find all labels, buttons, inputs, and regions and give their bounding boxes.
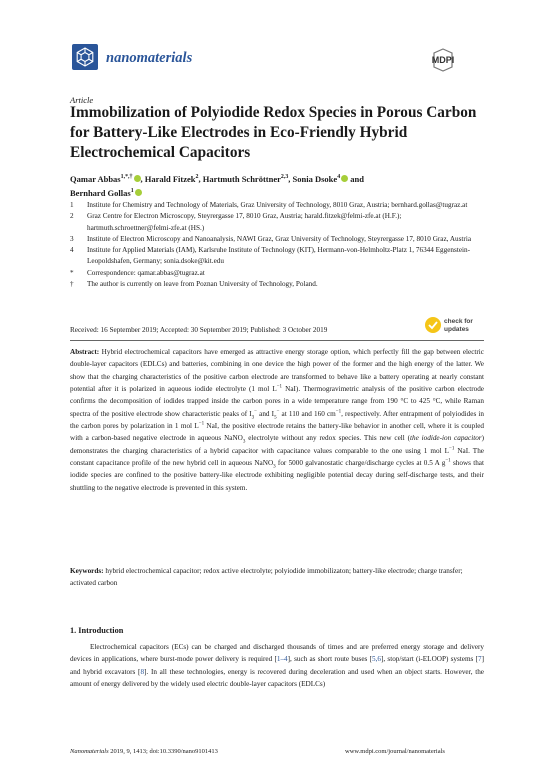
affiliation-item: † The author is currently on leave from Poznan University of Technology, Poland.: [70, 280, 318, 289]
reference-link[interactable]: 8: [140, 667, 145, 676]
author-name: Harald Fitzek: [144, 174, 196, 184]
publication-dates: Received: 16 September 2019; Accepted: 30 September 2019; Published: 3 October 2019: [70, 326, 328, 334]
footer-citation: Nanomaterials 2019, 9, 1413; doi:10.3390/nano9101413: [70, 748, 218, 755]
author-list: Qamar Abbas$^{1,*,\dagger}$ , Harald Fitzek$^2$, Hartmuth Schröttner$^{2,3}$, Sonia Dsoke$^4$ and Bernhard Gollas$^1$: [70, 174, 364, 198]
author-name: Sonia Dsoke: [292, 174, 338, 184]
author-name: Hartmuth Schröttner: [202, 174, 281, 184]
footer-url[interactable]: www.mdpi.com/journal/nanomaterials: [345, 748, 445, 755]
orcid-icon[interactable]: [135, 189, 142, 196]
affiliation-item: 2 Graz Centre for Electron Microscopy, Steyrergasse 17, 8010 Graz, Austria; harald.fitzek@felmi-zfe.at (H.F.); hartmuth.schroettner@felmi-zfe.at (HS.): [70, 212, 402, 232]
affiliation-list: [70, 200, 480, 290]
section-heading-introduction: 1. Introduction: [70, 626, 124, 635]
check-for-updates-button[interactable]: [424, 312, 484, 338]
abstract-label: Abstract:: [70, 348, 100, 356]
mdpi-logo-icon[interactable]: [430, 48, 474, 72]
article-type: Article: [70, 95, 94, 105]
check-for-label: check for: [444, 318, 473, 325]
journal-name[interactable]: nanomaterials: [106, 50, 193, 66]
affiliation-item: * Correspondence: qamar.abbas@tugraz.at: [70, 268, 205, 277]
orcid-icon[interactable]: [134, 175, 141, 182]
keywords: [70, 565, 484, 590]
reference-link[interactable]: 5,6: [371, 655, 381, 664]
divider: [70, 340, 484, 341]
keywords-label: Keywords:: [70, 567, 104, 575]
abstract: Abstract: Hybrid electrochemical capacitors have emerged as attractive energy storage option, which perfectly fill the gap between electric double-layer capacitors (EDLCs) and batteries, combining in one device the high power of the former and the high energy of the latter. We show that the charging characteristics of the positive carbon electrode are transformed to behave like a battery operating at nearly constant potential after it is polarized in aqueous iodide electrolyte (1 mol $L^{-1}$ NaI). Thermogravimetric analysis of the positive carbon electrode confirms the decomposition of iodides trapped inside the carbon pores in a wide temperature range from 190 °C to 425 °C, while Raman spectra of the positive electrode show characteristic peaks of $I_3^-$ and $I_5^-$ at 110 and 160 $cm^{-1}$, respectively. After entrapment of polyiodides in the carbon pores by polarization in 1 mol $L^{-1}$ NaI, the positive electrode retains the battery-like behavior in another cell, where it is coupled with a carbon-based negative electrode in aqueous NaNO$_3$ electrolyte without any redox species. This new cell (the iodide-ion capacitor) demonstrates the charging characteristics of a hybrid capacitor with capacitance values comparable to the one using 1 mol $L^{-1}$ NaI. The constant capacitance profile of the new hybrid cell in aqueous NaNO$_3$ for 5000 galvanostatic charge/discharge cycles at 0.5 A $g^{-1}$ shows that iodide species are confined to the positive battery-like electrode exhibiting negligible potential decay during self-discharge tests, and their shuttling to the negative electrode is prevented in this system.: [70, 348, 484, 492]
updates-label: updates: [444, 326, 469, 333]
journal-logo-icon: [72, 44, 98, 70]
author-name: Qamar Abbas: [70, 174, 121, 184]
affiliation-item: 1 Institute for Chemistry and Technology of Materials, Graz University of Technology, 8010 Graz, Austria; bernhard.gollas@tugraz.at: [70, 201, 468, 209]
reference-link[interactable]: 1–4: [276, 655, 288, 664]
reference-link[interactable]: 7: [478, 655, 482, 664]
affiliation-item: 4 Institute for Applied Materials (IAM), Karlsruhe Institute of Technology (KIT), Hermann-von-Helmholtz-Platz 1, 76344 Eggenstein-Leopoldshafen, Germany; sonia.dsoke@kit.edu: [70, 246, 470, 266]
article-title: Immobilization of Polyiodide Redox Species in Porous Carbon for Battery-Like Electrodes in Eco-Friendly Hybrid Electrochemical Capacitors: [70, 104, 477, 161]
introduction-text: Electrochemical capacitors (ECs) can be charged and discharged thousands of times and are preferred energy storage and delivery devices in applications, where burst-mode power delivery is required [1–4], such as short route buses [5,6], stop/start (i-ELOOP) systems [7] and hybrid excavators [8]. In all these technologies, energy is recovered during deceleration and used when an object starts. However, the amount of energy delivered by the widely used electric double-layer capacitors (EDLCs): [70, 643, 484, 689]
publisher-name: MDPI: [431, 55, 455, 65]
affiliation-item: 3 Institute of Electron Microscopy and Nanoanalysis, NAWI Graz, Graz University of Technology, Steyrergasse 17, 8010 Graz, Austria: [70, 234, 472, 243]
keywords-text: hybrid electrochemical capacitor; redox active electrolyte; polyiodide immobilizaton; battery-like electrode; charge transfer; activated carbon: [70, 567, 463, 588]
author-name: Bernhard Gollas: [70, 188, 131, 198]
